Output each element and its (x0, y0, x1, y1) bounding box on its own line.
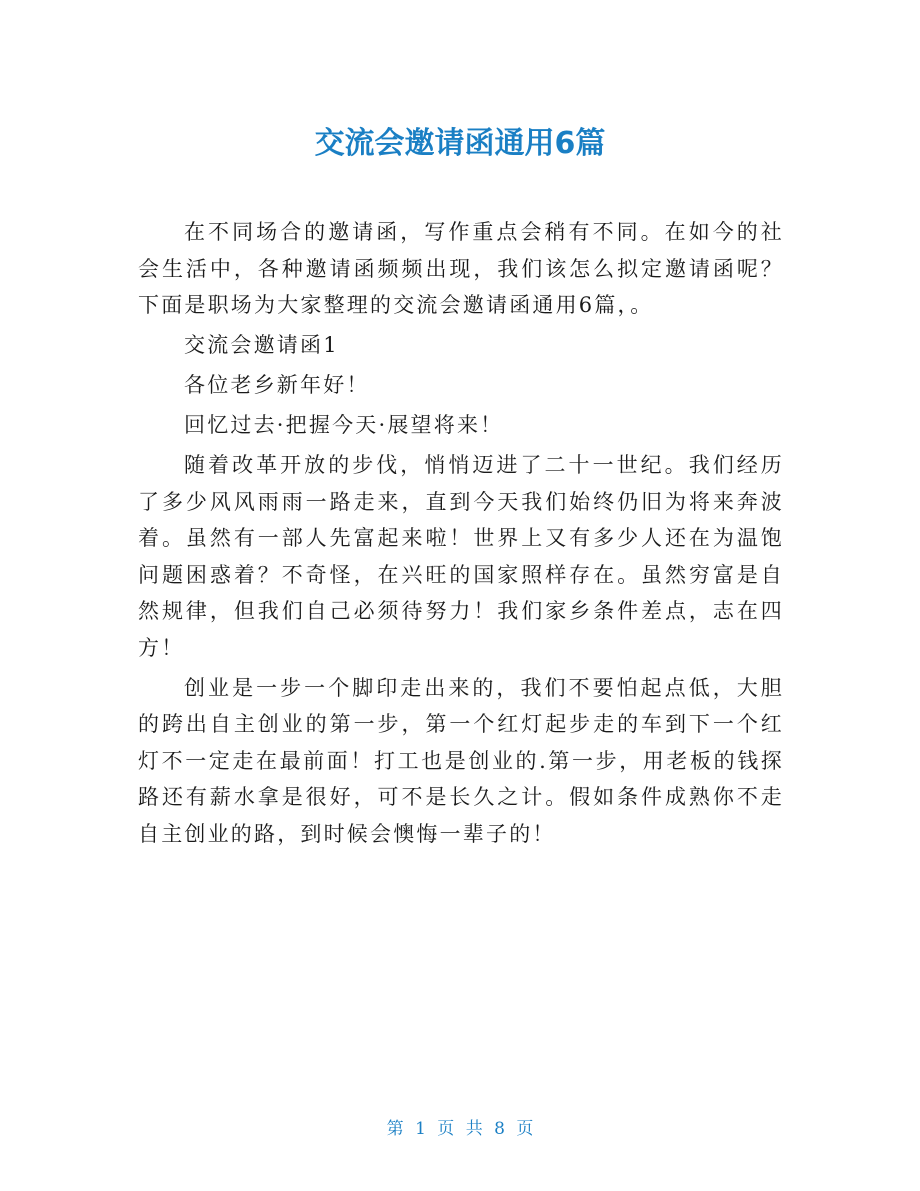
page-number-footer: 第 1 页 共 8 页 (386, 1119, 534, 1139)
paragraph-slogan: 回忆过去·把握今天·展望将来！ (184, 413, 504, 437)
paragraph-letter-heading: 交流会邀请函1 (184, 333, 339, 357)
paragraph-body-1: 随着改革开放的步伐，悄悄迈进了二十一世纪。我们经历了多少风风雨雨一路走来，直到今天我们始终仍旧为将来奔波着。虽然有一部人先富起来啦！世界上又有多少人还在为温饱问题困惑着？不奇怪，在兴旺的国家照样存在。虽然穷富是自然规律，但我们自己必须待努力！我们家乡条件差点，志在四方！ (138, 453, 784, 660)
paragraph-intro: 在不同场合的邀请函，写作重点会稍有不同。在如今的社会生活中，各种邀请函频频出现，我们该怎么拟定邀请函呢？下面是职场为大家整理的交流会邀请函通用6篇，。 (138, 220, 784, 317)
paragraph-greeting: 各位老乡新年好！ (184, 373, 370, 397)
document-title: 交流会邀请函通用6篇 (314, 126, 606, 161)
paragraph-body-2: 创业是一步一个脚印走出来的，我们不要怕起点低，大胆的跨出自主创业的第一步，第一个红灯起步走的车到下一个红灯不一定走在最前面！打工也是创业的.第一步，用老板的钱探路还有薪水拿是很好，可不是长久之计。假如条件成熟你不走自主创业的路，到时候会懊悔一辈子的！ (138, 675, 784, 846)
document-body (138, 214, 784, 852)
